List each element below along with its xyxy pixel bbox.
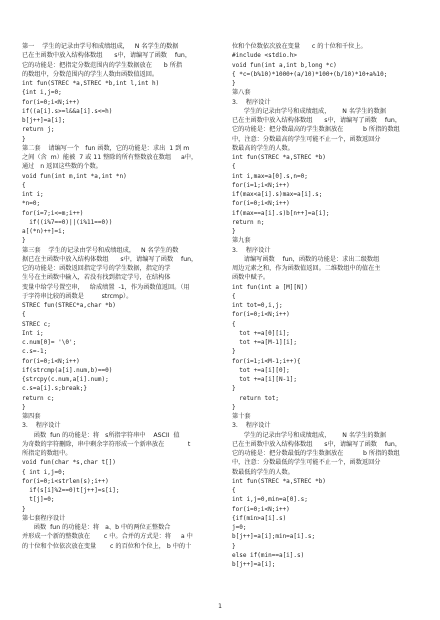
code-line: {: [22, 311, 26, 319]
code-line: if(s[i]%2==0)t[j++]=s[i];: [22, 487, 120, 494]
code-line: tot +=a[0][i];: [232, 329, 290, 337]
text-line: 3. 程序设计: [232, 422, 271, 430]
code-line: return tot;: [232, 394, 279, 402]
text-line: 之间（含 m）能被 7 或 11 整除的所有整数放在数组 a中，: [22, 154, 198, 161]
code-line: c.s=-1;: [22, 348, 48, 356]
text-line: 已在主函数中放入结构体数组 s中，请编写了函数 fun，: [22, 52, 192, 60]
code-line: for(i=1;i<M-1;i++){: [232, 357, 301, 365]
code-line: b[j++]=a[i];: [22, 117, 66, 124]
text-line: 第九套: [232, 237, 251, 245]
code-line: }: [232, 348, 236, 356]
code-line: tot +=a[i][N-1];: [232, 376, 298, 383]
left-column: [22, 42, 223, 551]
code-line: return c;: [22, 394, 55, 402]
code-line: return n;: [232, 218, 265, 226]
text-line: 为奇数的字符删除，串中剩余字符形成一个新串放在 t: [22, 440, 191, 448]
code-line: }: [232, 385, 236, 393]
code-line: int fun(STREC *a,STREC *b): [232, 477, 326, 485]
code-line: for(i=0;i<N;i++): [232, 505, 290, 513]
code-line: for(i=0;i<N;i++): [232, 200, 290, 208]
code-line: STREC fun(STREC*a,char *b): [22, 302, 116, 309]
code-line: if(max<a[i].s)max=a[i].s;: [232, 191, 323, 198]
text-line: 的十位和个位依次放在变量 c 的百位和个位上， b 中的十: [22, 542, 192, 550]
code-line: Int i;: [22, 329, 44, 337]
code-line: c.s=a[i].s;break;}: [22, 385, 88, 393]
code-line: for(i=0;i<N;i++): [22, 98, 80, 106]
text-line: 中，注意：分数最高的学生可能不止一个，函数返回分: [232, 135, 381, 143]
code-line: int fun(int a [M][N]): [232, 283, 308, 291]
code-line: for(i=7;i<=m;i++): [22, 209, 84, 217]
code-line: b[j++]=a[i];min=a[i].s;: [232, 533, 316, 541]
code-line: void fun(int a,int b,long *c): [232, 61, 337, 69]
text-line: 函数 fun 的功能是：将 a、b 中的两位正整数合: [22, 524, 171, 531]
code-line: c.num[0]= '\0';: [22, 339, 77, 346]
code-line: tot +=a[M-1][i];: [232, 339, 298, 346]
text-line: 据已在主函数中放入结构体数组 s中，请编写了函数 fun，: [22, 255, 198, 263]
code-line: }: [232, 403, 236, 411]
text-line: 第三套 学生的记录由学号和成绩组成， N 名学生的数: [22, 246, 179, 254]
code-line: STREC c;: [22, 320, 51, 328]
code-line: for(i=1;i<N;i++): [232, 181, 290, 189]
text-line: 中，注意：分数最低的学生可能不止一个，函数返回分: [232, 459, 381, 467]
text-line: 第二套 请编写一个 fun 函数，它的功能是：求出 1 到 m: [22, 144, 190, 152]
text-line: 学生的记录由学号和成绩组成， N 名学生的数据: [232, 107, 386, 115]
code-line: }: [232, 80, 236, 87]
text-line: 通过 n 返回这些数的个数。: [22, 163, 102, 171]
code-line: void fun(int m,int *a,int *n): [22, 172, 127, 180]
code-line: a[(*n)++]=i;: [22, 228, 66, 235]
code-line: }: [22, 403, 26, 411]
text-line: 生号在主函数中输入，若没有找到指定学号，在结构体: [22, 274, 171, 282]
code-line: {strcpy(c.num,a[i].num);: [22, 376, 109, 383]
code-line: tot +=a[i][0];: [232, 366, 290, 374]
code-line: void fun(char *s,char t[]): [22, 459, 116, 467]
text-line: 学生的记录由学号和成绩组成， N 名学生的数据: [232, 431, 386, 439]
code-line: int i,j=0,min=a[0].s;: [232, 496, 308, 504]
text-line: 3. 程序设计: [232, 246, 271, 254]
code-line: }: [22, 135, 26, 143]
text-line: 并形成一个新的整数放在 c 中。合并的方式是：将 a 中: [22, 533, 193, 541]
text-line: 第四套: [22, 413, 41, 420]
code-line: int fun(STREC *a,STREC *b): [232, 154, 326, 161]
text-line: 变量中给学号置空串， 给成绩置 -1，作为函数值返回。（用: [22, 283, 190, 291]
code-line: #include <stdio.h>: [232, 52, 298, 60]
text-line: 函数 fun 的功能是：将 s所指字符串中 ASCII 值: [22, 431, 180, 439]
code-line: }: [232, 542, 236, 550]
code-line: int fun(STREC *a,STREC *b,int l,int h): [22, 80, 160, 87]
code-line: b[j++]=a[i];: [232, 561, 276, 568]
text-line: 第八套: [232, 89, 251, 97]
code-line: {: [232, 163, 236, 171]
code-line: }: [22, 237, 26, 245]
code-line: int i;: [22, 191, 44, 198]
code-line: *n=0;: [22, 200, 41, 208]
right-column: [232, 42, 426, 569]
text-line: 已在主函数中放入结构体数组 s中，请编写了函数 fun，: [232, 440, 402, 448]
text-line: 第一 学生的记录由学号和成绩组成， N 名学生的数据: [22, 43, 179, 50]
text-line: 第七套程序设计: [22, 514, 66, 522]
code-line: {int i,j=0;: [22, 89, 62, 97]
code-line: {: [232, 487, 236, 494]
code-line: return j;: [22, 126, 55, 134]
code-line: }: [232, 228, 236, 235]
code-line: j=0;: [232, 524, 247, 531]
text-line: 它的功能是：把分数最高的学生数据放在 b 所指的数组: [232, 126, 400, 134]
text-line: 于字符串比较的函数是 strcmp）。: [22, 292, 133, 300]
text-line: 请编写函数 fun，函数的功能是：求出二级数组: [232, 255, 380, 263]
text-line: 3. 程序设计: [232, 98, 271, 106]
page-number: 1: [218, 603, 222, 610]
text-line: 位和个位数依次放在变量 c 的十位和千位上。: [232, 43, 367, 50]
code-line: {: [232, 320, 236, 328]
code-line: for(i=0;i<N;i++): [232, 311, 290, 319]
code-line: }: [22, 505, 26, 513]
code-line: if((i%7==0)||(i%11==0)): [22, 218, 113, 226]
code-line: { int i,j=0;: [22, 468, 66, 476]
code-line: if((a[i].s>=l&&a[i].s<=h): [22, 107, 113, 115]
text-line: 所指定的数组中。: [22, 450, 72, 457]
code-line: { *c=(b%10)*1000+(a/10)*100+(b/10)*10+a%10;: [232, 70, 388, 78]
text-line: 的数组中，分数范围内的学生人数由函数值返回。: [22, 70, 159, 78]
text-line: 已在主函数中放入结构体数组 s中，请编写了函数 fun，: [232, 117, 402, 124]
text-line: 数最低的学生的人数。: [232, 468, 294, 476]
code-line: {: [232, 292, 236, 300]
code-line: if(max==a[i].s)b[n++]=a[i];: [232, 209, 330, 217]
code-line: for(i=0;i<strlen(s);i++): [22, 477, 109, 485]
text-line: 它的功能是：把分数最低的学生数据放在 b 所指的数组: [232, 450, 400, 457]
text-line: 周边元素之和，作为函数值返回。二维数组中的值在主: [232, 265, 381, 272]
code-line: if(strcmp(a[i].num,b)==0): [22, 366, 113, 374]
code-line: else if(min==a[i].s): [232, 551, 305, 559]
code-line: {if(min>a[i].s): [232, 514, 287, 522]
text-line: 函数中赋予。: [232, 274, 270, 282]
text-line: 它的功能是：函数返回指定学号的学生数据，指定的学: [22, 265, 171, 272]
code-line: {: [22, 181, 26, 189]
code-line: t[j]=0;: [22, 496, 55, 504]
code-line: int i,max=a[0].s,n=0;: [232, 172, 308, 180]
text-line: 它的功能是：把指定分数范围内的学生数据放在 b 所指: [22, 61, 183, 69]
code-line: for(i=0;i<N;i++): [22, 357, 80, 365]
text-line: 3. 程序设计: [22, 422, 61, 430]
text-line: 第十套: [232, 413, 251, 420]
code-line: int tot=0,i,j;: [232, 302, 283, 309]
text-line: 数最高的学生的人数。: [232, 144, 294, 152]
